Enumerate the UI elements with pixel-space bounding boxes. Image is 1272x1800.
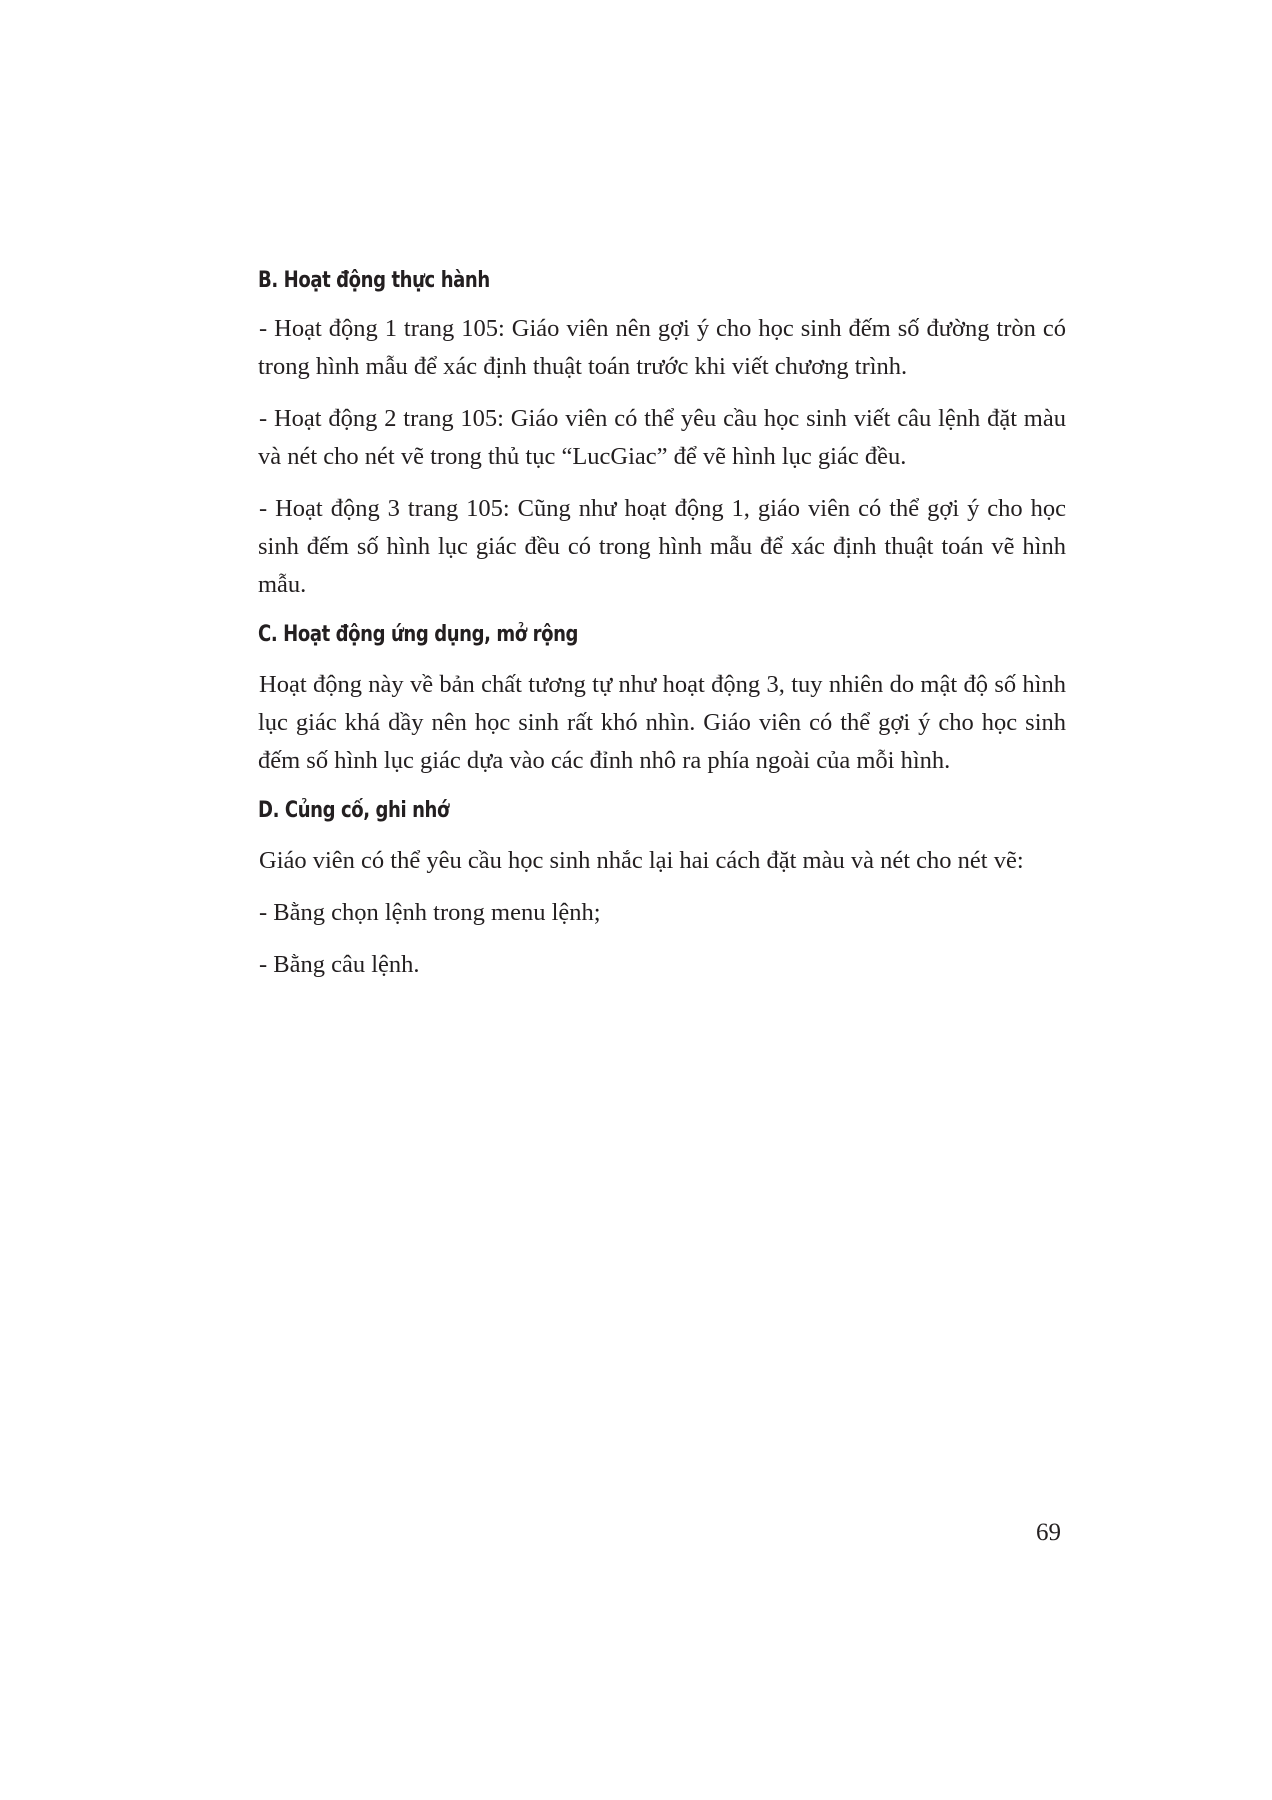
page-number: 69 [1036,1519,1061,1546]
list-item-menu-command: - Bằng chọn lệnh trong menu lệnh; [259,899,601,926]
section-heading-application: C. Hoạt động ứng dụng, mở rộng [258,622,579,647]
page-content [258,262,1066,984]
section-heading-review: D. Củng cố, ghi nhớ [258,798,449,823]
paragraph-activity-3: - Hoạt động 3 trang 105: Cũng như hoạt động 1, giáo viên có thể gợi ý cho học sinh đếm số hình lục giác đều có trong hình mẫu để xác định thuật toán vẽ hình mẫu. [258,495,1066,598]
paragraph-activity-2: - Hoạt động 2 trang 105: Giáo viên có thể yêu cầu học sinh viết câu lệnh đặt màu và nét cho nét vẽ trong thủ tục “LucGiac” để vẽ hình lục giác đều. [258,405,1066,470]
paragraph-activity-1: - Hoạt động 1 trang 105: Giáo viên nên gợi ý cho học sinh đếm số đường tròn có trong hình mẫu để xác định thuật toán trước khi viết chương trình. [258,315,1066,380]
section-heading-practice: B. Hoạt động thực hành [258,268,490,293]
list-item-statement: - Bằng câu lệnh. [259,951,420,978]
paragraph-application: Hoạt động này về bản chất tương tự như hoạt động 3, tuy nhiên do mật độ số hình lục giác khá dầy nên học sinh rất khó nhìn. Giáo viên có thể gợi ý cho học sinh đếm số hình lục giác dựa vào các đỉnh nhô ra phía ngoài của mỗi hình. [258,671,1066,774]
paragraph-review: Giáo viên có thể yêu cầu học sinh nhắc lại hai cách đặt màu và nét cho nét vẽ: [259,847,1024,874]
